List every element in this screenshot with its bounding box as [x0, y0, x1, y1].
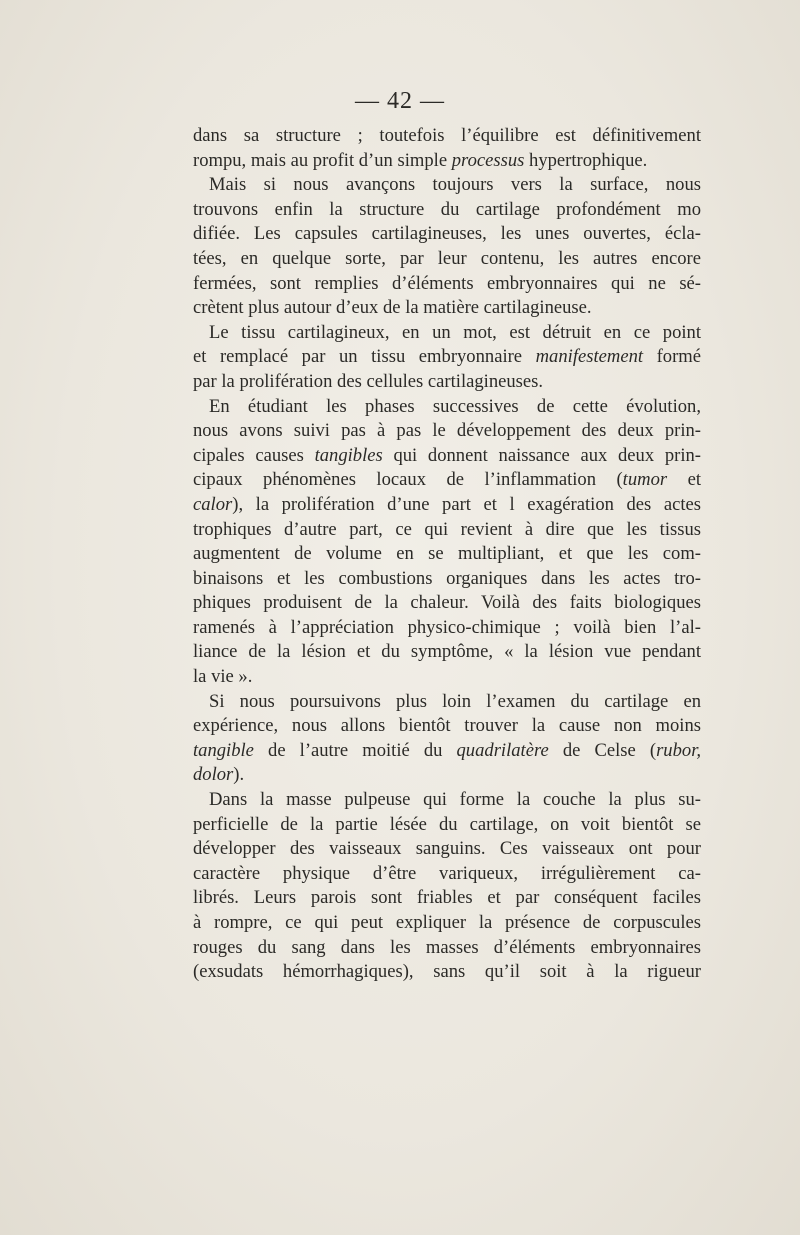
text-segment: liance de la lésion et du symptôme, « la lésion vue pendant [193, 641, 701, 663]
text-line [193, 936, 701, 961]
text-segment: rompu, mais au profit d’un simple [193, 149, 452, 171]
text-segment: tées, en quelque sorte, par leur contenu, les autres encore [193, 247, 701, 269]
italic-text: tangibles [314, 444, 383, 466]
text-segment: et [667, 469, 701, 491]
text-segment: et remplacé par un tissu embryonnaire [193, 346, 536, 368]
text-segment: crètent plus autour d’eux de la matière cartilagineuse. [193, 297, 592, 319]
text-segment: développer des vaisseaux sanguins. Ces vaisseaux ont pour [193, 838, 701, 860]
page-number: — 42 — [355, 88, 445, 114]
italic-text: manifestement [535, 346, 644, 368]
text-line [193, 173, 701, 198]
text-segment: Mais si nous avançons toujours vers la surface, nous [209, 174, 701, 196]
text-line [193, 886, 701, 911]
text-segment: fermées, sont remplies d’éléments embryonnaires qui ne sé- [193, 272, 701, 294]
text-line [193, 395, 701, 420]
text-segment: ). [233, 764, 245, 786]
text-segment: phiques produisent de la chaleur. Voilà des faits biologiques [193, 592, 701, 614]
text-segment: de l’autre moitié du [253, 739, 457, 761]
text-line [193, 222, 701, 247]
text-line [193, 296, 701, 321]
text-segment: trophiques d’autre part, ce qui revient à dire que les tissus [193, 518, 701, 540]
text-segment: augmentent de volume en se multipliant, et que les com- [193, 543, 701, 565]
text-line [193, 690, 701, 715]
italic-text: quadrilatère [456, 739, 549, 761]
italic-text: calor [193, 493, 233, 515]
text-line [193, 542, 701, 567]
text-segment: ), la prolifération d’une part et l exagération des actes [232, 493, 701, 515]
text-segment: binaisons et les combustions organiques dans les actes tro- [193, 567, 701, 589]
text-segment: rouges du sang dans les masses d’éléments embryonnaires [193, 936, 701, 958]
text-segment: difiée. Les capsules cartilagineuses, les unes ouvertes, écla- [193, 223, 701, 245]
italic-text: processus [451, 149, 525, 171]
text-segment: trouvons enfin la structure du cartilage profondément mo [193, 198, 701, 220]
text-line [193, 321, 701, 346]
text-segment: (exsudats hémorrhagiques), sans qu’il soit à la rigueur [193, 961, 701, 983]
italic-text: tangible [193, 739, 254, 761]
text-line [193, 788, 701, 813]
text-segment: cipales causes [193, 444, 315, 466]
text-segment: Si nous poursuivons plus loin l’examen du cartilage en [209, 690, 701, 712]
text-segment: qui donnent naissance aux deux prin- [382, 444, 701, 466]
text-line [193, 518, 701, 543]
text-segment: Dans la masse pulpeuse qui forme la couche la plus su- [209, 789, 701, 811]
body-text [193, 124, 701, 985]
text-line [193, 665, 701, 690]
text-line [193, 813, 701, 838]
text-segment: de Celse ( [548, 739, 657, 761]
text-segment: ramenés à l’appréciation physico-chimique ; voilà bien l’al- [193, 616, 701, 638]
text-segment: librés. Leurs parois sont friables et par conséquent faciles [193, 887, 701, 909]
text-segment: à rompre, ce qui peut expliquer la présence de corpuscules [193, 912, 701, 933]
text-line [193, 567, 701, 592]
italic-text: dolor [193, 764, 234, 786]
text-segment: cipaux phénomènes locaux de l’inflammation ( [193, 469, 623, 491]
text-line [193, 837, 701, 862]
text-segment: hypertrophique. [524, 149, 648, 171]
text-line [193, 468, 701, 493]
text-line [193, 149, 701, 174]
text-segment: nous avons suivi pas à pas le développement des deux prin- [193, 420, 701, 442]
text-line [193, 444, 701, 469]
text-line [193, 247, 701, 272]
text-segment: expérience, nous allons bientôt trouver la cause non moins [193, 715, 701, 737]
text-segment: caractère physique d’être variqueux, irrégulièrement ca- [193, 862, 701, 884]
italic-text: tumor [622, 469, 668, 491]
text-line [193, 198, 701, 223]
italic-text: rubor, [656, 739, 701, 761]
text-line [193, 124, 701, 149]
text-line [193, 419, 701, 444]
text-segment: dans sa structure ; toutefois l’équilibre est définitivement [193, 125, 701, 146]
text-segment: par la prolifération des cellules cartilagineuses. [193, 370, 544, 392]
text-segment: En étudiant les phases successives de cette évolution, [209, 395, 701, 417]
text-segment: la vie ». [193, 666, 253, 688]
text-line [193, 960, 701, 985]
text-line [193, 493, 701, 518]
text-segment: perficielle de la partie lésée du cartilage, on voit bientôt se [193, 813, 701, 835]
text-line [193, 862, 701, 887]
text-line [193, 616, 701, 641]
text-line [193, 739, 701, 764]
text-line [193, 370, 701, 395]
text-line [193, 714, 701, 739]
text-line [193, 591, 701, 616]
text-segment: Le tissu cartilagineux, en un mot, est détruit en ce point [209, 321, 701, 343]
text-line [193, 272, 701, 297]
text-segment: formé [643, 346, 701, 368]
text-line [193, 640, 701, 665]
text-line [193, 763, 701, 788]
text-line [193, 911, 701, 936]
text-line [193, 345, 701, 370]
